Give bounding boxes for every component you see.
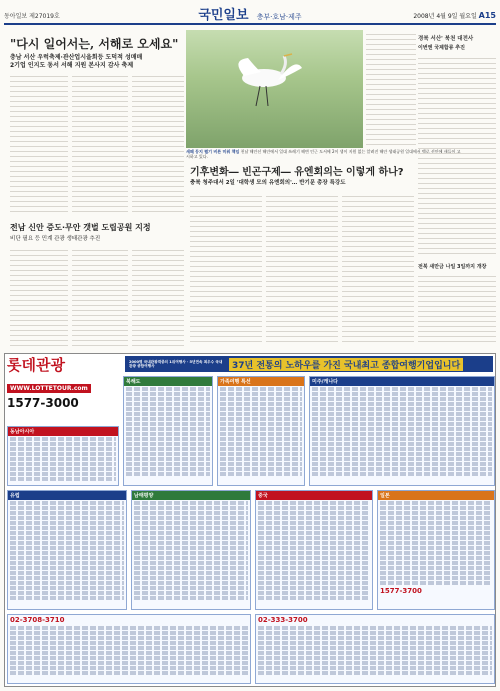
story1-subhead: 충남 서산 우럭축제·관산업시을회등 도덕적 성매매: [10, 54, 143, 61]
ad-cell-promo[interactable]: [309, 376, 495, 486]
ad-cell-china[interactable]: [255, 490, 373, 610]
paper-name: 동아일보: [4, 13, 28, 20]
section-region: 충부·호남·제주: [256, 13, 302, 21]
issue-date: 2008년 4월 9일 월요일: [413, 13, 477, 20]
side-story1-sub: 이번엔 국제합류 추진: [418, 45, 465, 51]
story1-subhead2: 2기업 인지도 동서 서해 지원 본사지 감사 축제: [10, 62, 134, 69]
ad-cell-japan[interactable]: [377, 490, 495, 610]
story3-body-col1: [190, 192, 262, 342]
masthead: [4, 3, 496, 25]
story3-body-col3: [342, 192, 414, 342]
story1-body-col1: [10, 72, 68, 212]
section-logo: 국민일보: [198, 8, 249, 23]
side-story2-body: [418, 272, 496, 346]
ad-url[interactable]: WWW.LOTTETOUR.com: [7, 384, 91, 393]
middle-body-col: [366, 30, 416, 148]
ad-cell-hokkaido[interactable]: [123, 376, 213, 486]
side-story1-body: [418, 54, 496, 254]
ad-phone[interactable]: 1577-3000: [7, 396, 79, 410]
ad-section-title: 중국: [256, 491, 372, 500]
ad-tagline: 2000명 국내관광객중의 1위여행사 · 5년연속 최우수 국내관광 종합여행사: [129, 360, 223, 368]
ad-headline-bar: [125, 356, 493, 372]
story3-subhead: 충북 청주대서 2일 '대학생 모의 유엔회의'… 반기문 총장 특강도: [190, 180, 346, 186]
issue-number: 제27019호: [29, 13, 60, 20]
ad-cell-south-pacific[interactable]: [131, 490, 251, 610]
ad-section-title: 일본: [378, 491, 494, 500]
side-story2-title[interactable]: 전북 새만금 나일 3일까지 개장: [418, 264, 487, 270]
ad-headline: 37년 전통의 노하우를 가진 국내최고 종합여행기업입니다: [229, 358, 463, 371]
ad-section-title: 동남아시아: [8, 427, 118, 436]
egret-photo[interactable]: [186, 30, 363, 148]
story2-headline[interactable]: 전남 신안 증도·무안 갯벌 도립공원 지정: [10, 223, 151, 232]
story2-body-col1: [10, 246, 68, 346]
egret-image: [226, 50, 306, 110]
ad-phone-japan[interactable]: 1577-3700: [380, 587, 422, 595]
caption-label: 새떼 등지 펼기 비른 미워 책임: [186, 149, 240, 154]
ad-brand-block[interactable]: [7, 354, 119, 422]
ad-cell-bottom-left[interactable]: [7, 614, 251, 684]
ad-section-title: 가족여행 특선: [218, 377, 304, 386]
story3-headline[interactable]: 기후변화― 빈곤구제― 유엔회의는 이렇게 하나?: [190, 167, 404, 178]
story1-body-col3: [132, 72, 184, 212]
ad-cell-europe[interactable]: [7, 490, 127, 610]
ad-cell-bottom-right[interactable]: [255, 614, 495, 684]
caption-text: 천남 해안선 해안에서 일대 쓰레기 해변 인근 도서에 2이 생이 지원 없는 알려진 해안 생태공원 일대에서 백로 선안에 새들이 고시하고 있다.: [186, 149, 461, 159]
lotte-tour-advertisement[interactable]: [4, 353, 496, 687]
ad-section-title: 유럽: [8, 491, 126, 500]
ad-cell-family[interactable]: [217, 376, 305, 486]
ad-cell-southeast-asia[interactable]: [7, 426, 119, 486]
story2-body-col3: [132, 246, 184, 346]
page-number: A15: [478, 11, 496, 20]
ad-company-name: 롯데관광: [7, 356, 65, 374]
ad-phone-bottom[interactable]: 02-3708-3710: [10, 616, 65, 624]
story1-headline[interactable]: "다시 일어서는, 서해로 오세요": [10, 37, 179, 51]
ad-section-title: 북해도: [124, 377, 212, 386]
side-story1-title: 경북 서산' 북천 대전사: [418, 36, 474, 42]
story1-body-col2: [72, 72, 128, 212]
ad-section-title: 남태평양: [132, 491, 250, 500]
side-story1[interactable]: [418, 34, 496, 51]
story2-subhead: 비단 필요 등 민계 관광 생태관광 추진: [10, 236, 101, 242]
story3-body-col2: [266, 192, 338, 342]
ad-phone-bottom-right[interactable]: 02-333-3700: [258, 616, 308, 624]
ad-section-title-promo: 미주/캐나다: [310, 377, 494, 386]
story2-body-col2: [72, 246, 128, 346]
